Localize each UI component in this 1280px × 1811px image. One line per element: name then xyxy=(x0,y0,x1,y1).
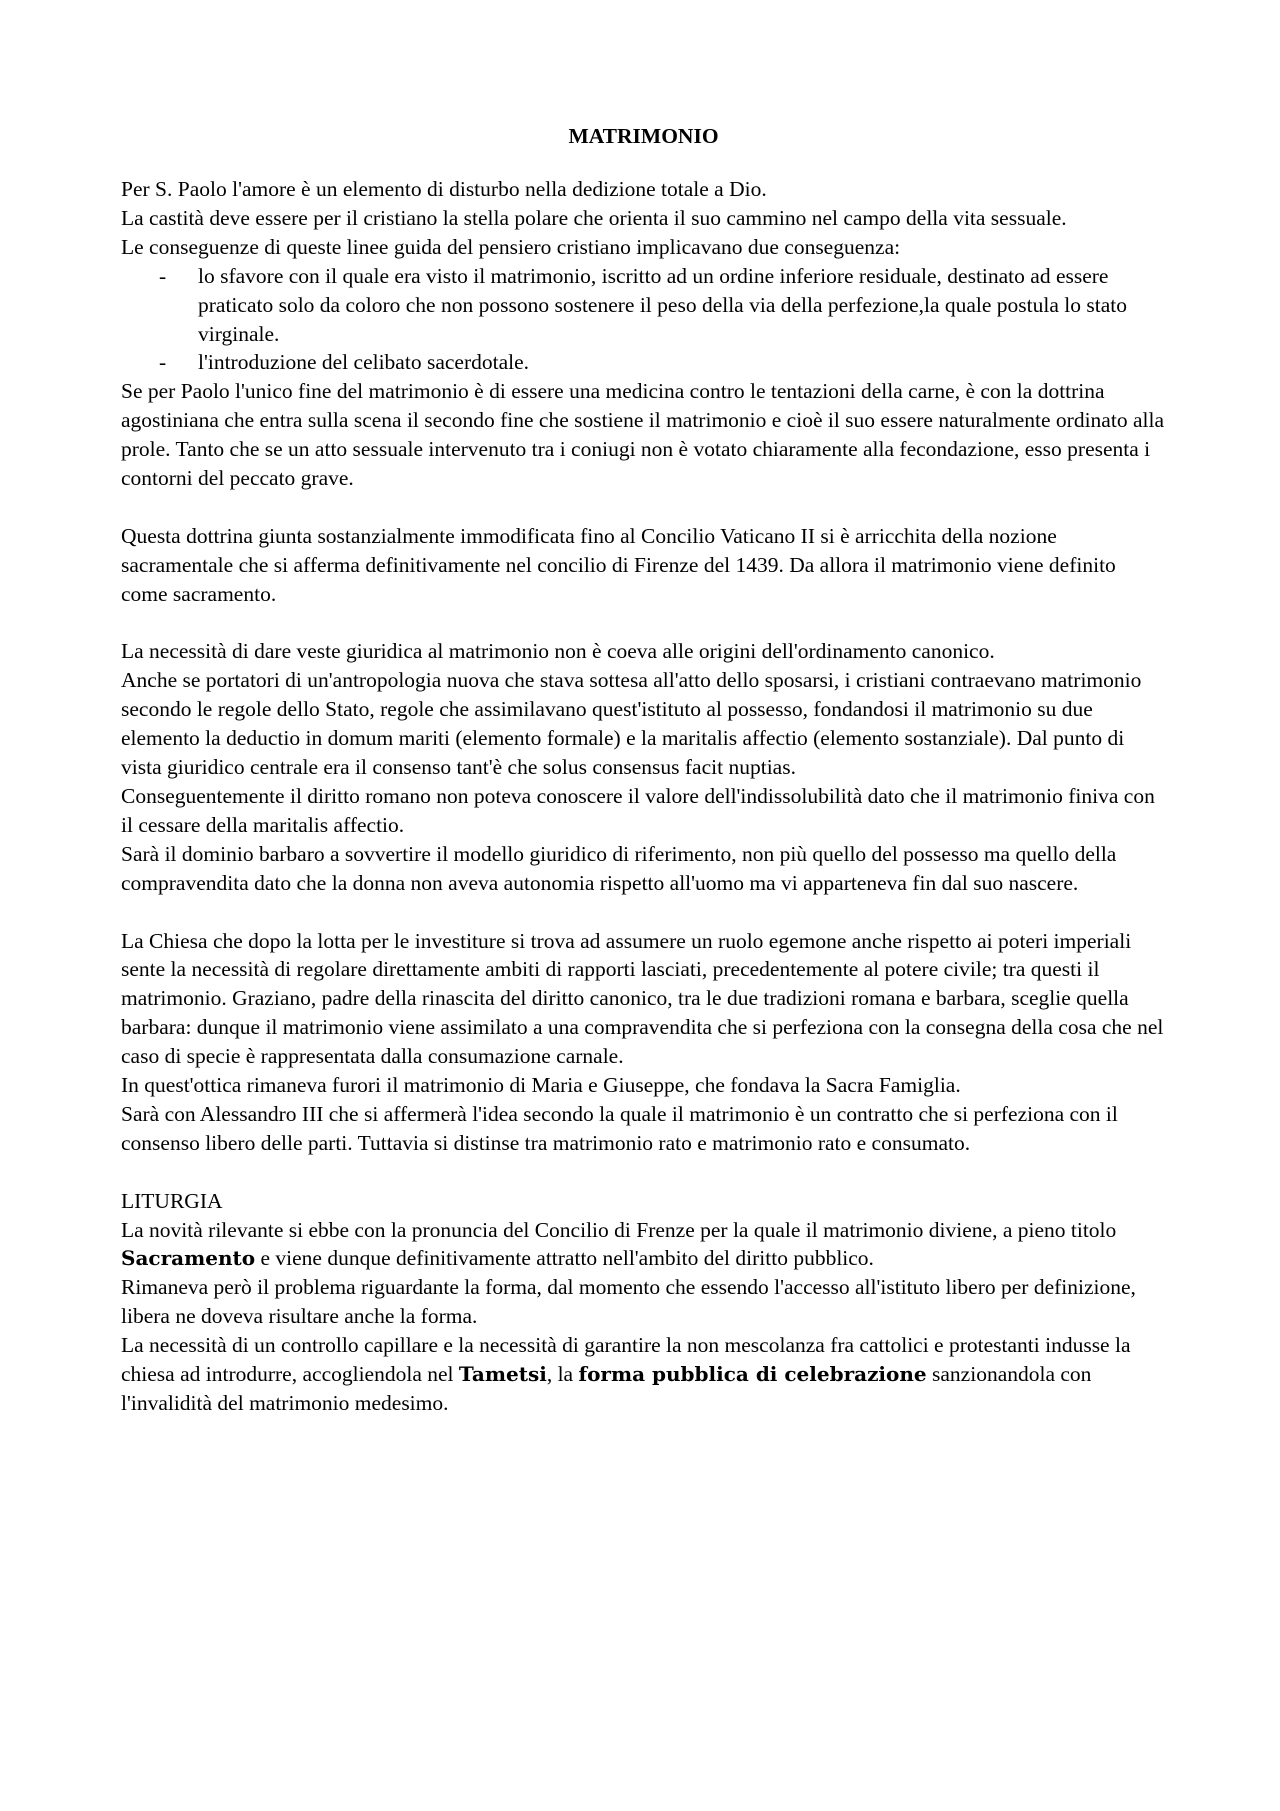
paragraph-spacer xyxy=(121,1158,1166,1187)
paragraph-spacer xyxy=(121,493,1166,522)
text-run: , la xyxy=(546,1362,579,1387)
bold-term: Tametsi xyxy=(458,1362,547,1387)
text-run: La necessità di un controllo capillare e la necessità di garantire la non mescolanza fra cattolici e protestanti indusse la chiesa ad introdurre, accogliendola nel xyxy=(121,1333,1131,1387)
paragraph: Rimaneva però il problema riguardante la forma, dal momento che essendo l'accesso all'istituto libero per definizione, libera ne doveva risultare anche la forma. xyxy=(121,1275,1136,1329)
paragraph: La Chiesa che dopo la lotta per le investiture si trova ad assumere un ruolo egemone anche rispetto ai poteri imperiali sente la necessità di regolare direttamente ambiti di rapporti lasciati, precedentemente al potere civile; tra questi il matrimonio. Graziano, padre della rinascita del diritto canonico, tra le due tradizioni romana e barbara, sceglie quella barbara: dunque il matrimonio viene assimilato a una compravendita che si perfeziona con la consegna della cosa che nel caso di specie è rappresentata dalla consumazione carnale. xyxy=(121,928,1164,1069)
list-item-text: l'introduzione del celibato sacerdotale. xyxy=(198,350,530,375)
paragraph: Sarà con Alessandro III che si affermerà l'idea secondo la quale il matrimonio è un contratto che si perfeziona con il consenso libero delle parti. Tuttavia si distinse tra matrimonio rato e matrimonio rato e consumato. xyxy=(121,1101,1118,1155)
document-body xyxy=(121,175,1166,1418)
bold-term: Sacramento xyxy=(121,1246,256,1271)
paragraph: Per S. Paolo l'amore è un elemento di disturbo nella dedizione totale a Dio. xyxy=(121,177,767,201)
paragraph: Questa dottrina giunta sostanzialmente immodificata fino al Concilio Vaticano II si è arricchita della nozione sacramentale che si afferma definitivamente nel concilio di Firenze del 1439. Da allora il matrimonio viene definito come sacramento. xyxy=(121,523,1116,606)
bold-term: forma pubblica di celebrazione xyxy=(578,1362,927,1387)
paragraph: Sarà il dominio barbaro a sovvertire il modello giuridico di riferimento, non più quello del possesso ma quello della compravendita dato che la donna non aveva autonomia rispetto all'uomo ma vi apparteneva fin dal suo nascere. xyxy=(121,841,1117,895)
document-title: MATRIMONIO xyxy=(568,124,719,148)
paragraph: Se per Paolo l'unico fine del matrimonio è di essere una medicina contro le tentazioni della carne, è con la dottrina agostiniana che entra sulla scena il secondo fine che sostiene il matrimonio e cioè il suo essere naturalmente ordinato alla prole. Tanto che se un atto sessuale intervenuto tra i coniugi non è votato chiaramente alla fecondazione, esso presenta i contorni del peccato grave. xyxy=(121,379,1164,491)
list-item xyxy=(121,262,1166,349)
consequences-list xyxy=(121,262,1166,378)
text-run: sanzionandola con l'invalidità del matrimonio medesimo. xyxy=(121,1362,1092,1415)
text-run: e viene dunque definitivamente attratto nell'ambito del diritto pubblico. xyxy=(255,1246,874,1271)
paragraph: Conseguentemente il diritto romano non poteva conoscere il valore dell'indissolubilità dato che il matrimonio finiva con il cessare della maritalis affectio. xyxy=(121,784,1155,837)
paragraph xyxy=(121,1331,1166,1418)
paragraph-spacer xyxy=(121,898,1166,927)
list-marker: - xyxy=(159,350,167,375)
paragraph: In quest'ottica rimaneva furori il matrimonio di Maria e Giuseppe, che fondava la Sacra Famiglia. xyxy=(121,1073,961,1098)
paragraph xyxy=(121,1216,1166,1274)
list-marker: - xyxy=(159,263,167,288)
paragraph: Anche se portatori di un'antropologia nuova che stava sottesa all'atto dello sposarsi, i cristiani contraevano matrimonio secondo le regole dello Stato, regole che assimilavano quest'istituto al possesso, fondandosi il matrimonio su due elemento la deductio in domum mariti (elemento formale) e la maritalis affectio (elemento sostanziale). Dal punto di vista giuridico centrale era il consenso tant'è che solus consensus facit nuptias. xyxy=(121,668,1142,780)
list-item xyxy=(121,348,1166,377)
paragraph-spacer xyxy=(121,609,1166,638)
section-heading-liturgia: LITURGIA xyxy=(121,1188,223,1213)
paragraph: La necessità di dare veste giuridica al matrimonio non è coeva alle origini dell'ordinamento canonico. xyxy=(121,639,995,664)
paragraph: La castità deve essere per il cristiano la stella polare che orienta il suo cammino nel campo della vita sessuale. xyxy=(121,205,1067,230)
paragraph: Le conseguenze di queste linee guida del pensiero cristiano implicavano due conseguenza: xyxy=(121,234,901,259)
text-run: La novità rilevante si ebbe con la pronuncia del Concilio di Frenze per la quale il matrimonio diviene, a pieno titolo xyxy=(121,1217,1117,1242)
list-item-text: lo sfavore con il quale era visto il matrimonio, iscritto ad un ordine inferiore residuale, destinato ad essere praticato solo da coloro che non possono sostenere il peso della via della perfezione,la quale postula lo stato virginale. xyxy=(198,263,1127,346)
